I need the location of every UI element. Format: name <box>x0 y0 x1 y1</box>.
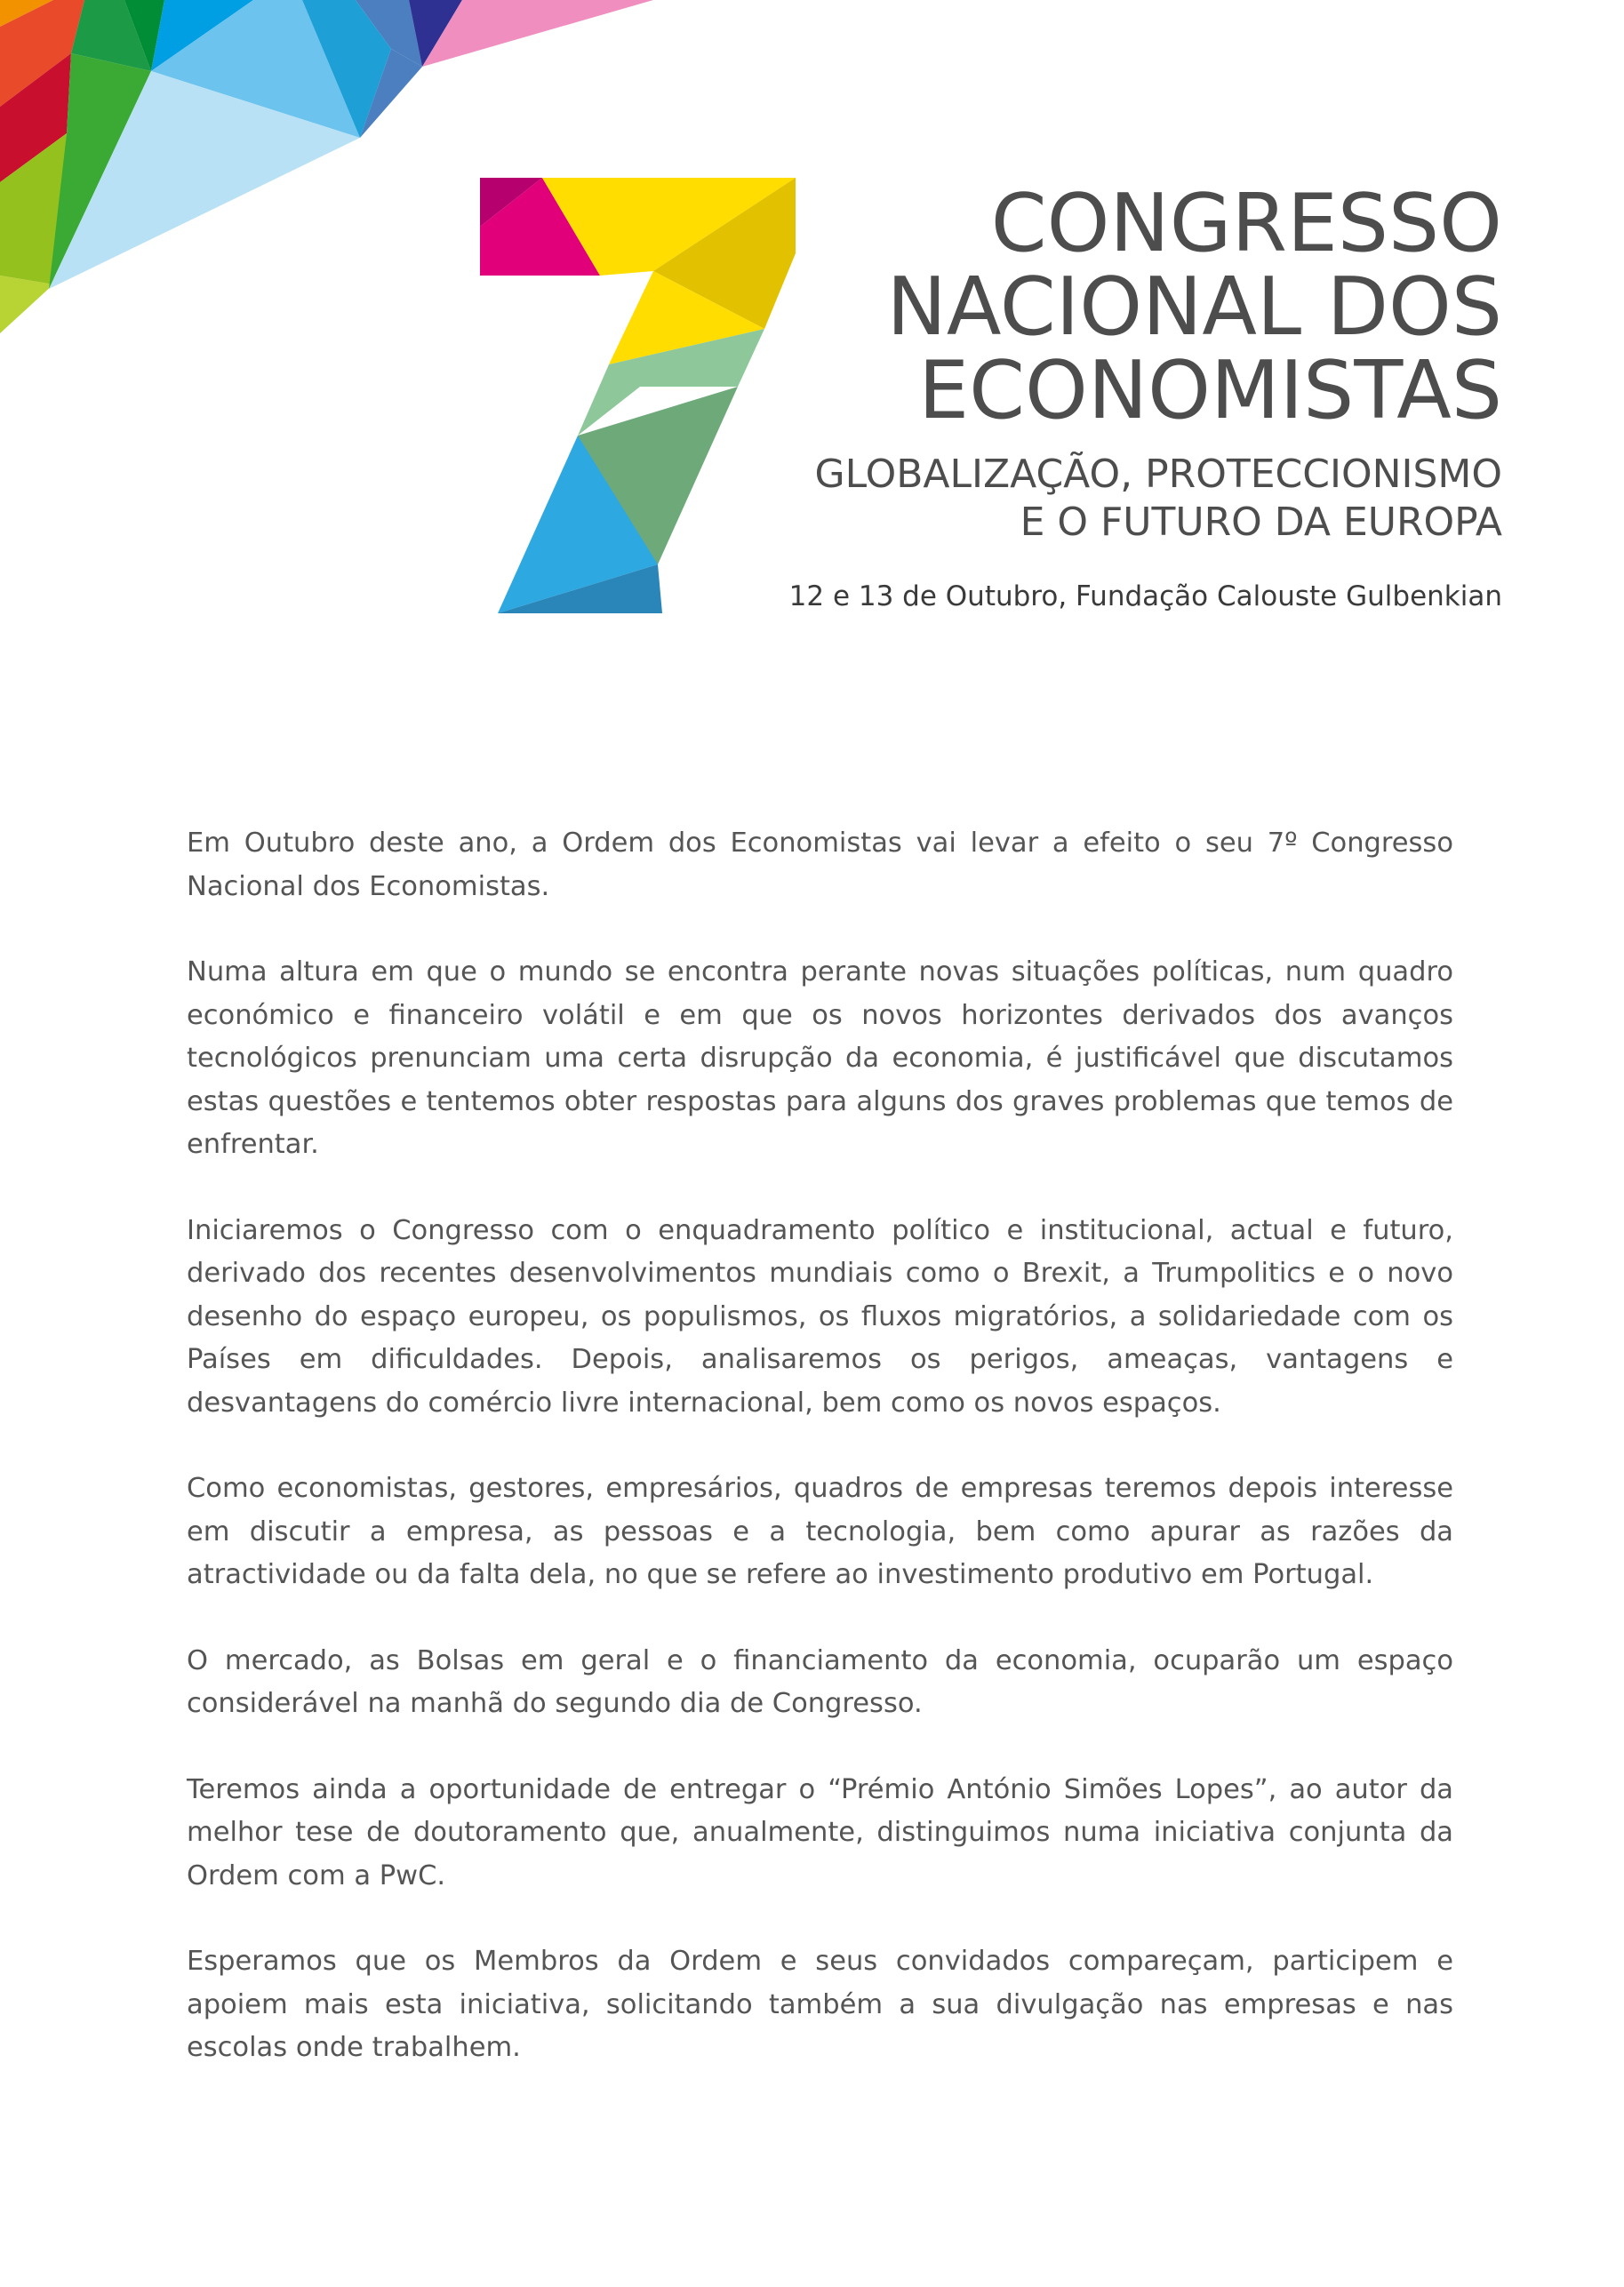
paragraph-2: Numa altura em que o mundo se encontra perante novas situações políticas, num quadro económico e financeiro volátil e em que os novos horizontes derivados dos avanços tecnológicos prenunciam uma certa disrupção da economia, é justificável que discutamos estas questões e tentemos obter respostas para alguns dos graves problemas que temos de enfrentar. <box>187 956 1453 1160</box>
title-line-2: NACIONAL DOS <box>886 260 1502 354</box>
paragraph-6: Teremos ainda a oportunidade de entregar o “Prémio António Simões Lopes”, ao autor da melhor tese de doutoramento que, anualmente, distinguimos numa iniciativa conjunta da Ordem com a PwC. <box>187 1773 1453 1891</box>
body-text <box>187 822 1453 2113</box>
paragraph-1: Em Outubro deste ano, a Ordem dos Economistas vai levar a efeito o seu 7º Congresso Nacional dos Economistas. <box>187 828 1453 902</box>
paragraph-5: O mercado, as Bolsas em geral e o financiamento da economia, ocuparão um espaço considerável na manhã do segundo dia de Congresso. <box>187 1644 1453 1719</box>
subtitle-block <box>702 451 1502 547</box>
date-location: 12 e 13 de Outubro, Fundação Calouste Gulbenkian <box>788 580 1502 612</box>
header-title-block <box>702 177 1502 614</box>
title-line-3: ECONOMISTAS <box>918 344 1502 437</box>
title-line-1: CONGRESSO <box>990 177 1502 270</box>
subtitle-line-2: E O FUTURO DA EUROPA <box>1020 500 1502 545</box>
paragraph-4: Como economistas, gestores, empresários, quadros de empresas teremos depois interesse em discutir a empresa, as pessoas e a tecnologia, bem como apurar as razões da atractividade ou da falta dela, no que se refere ao investimento produtivo em Portugal. <box>187 1473 1453 1590</box>
paragraph-3: Iniciaremos o Congresso com o enquadramento político e institucional, actual e futuro, derivado dos recentes desenvolvimentos mundiais como o Brexit, a Trumpolitics e o novo desenho do espaço europeu, os populismos, os fluxos migratórios, a solidariedade com os Países em dificuldades. Depois, analisaremos os perigos, ameaças, vantagens e desvantagens do comércio livre internacional, bem como os novos espaços. <box>187 1214 1453 1419</box>
subtitle-line-1: GLOBALIZAÇÃO, PROTECCIONISMO <box>814 452 1502 497</box>
paragraph-7: Esperamos que os Membros da Ordem e seus convidados compareçam, participem e apoiem mais esta iniciativa, solicitando também a sua divulgação nas empresas e nas escolas onde trabalhem. <box>187 1946 1453 2063</box>
